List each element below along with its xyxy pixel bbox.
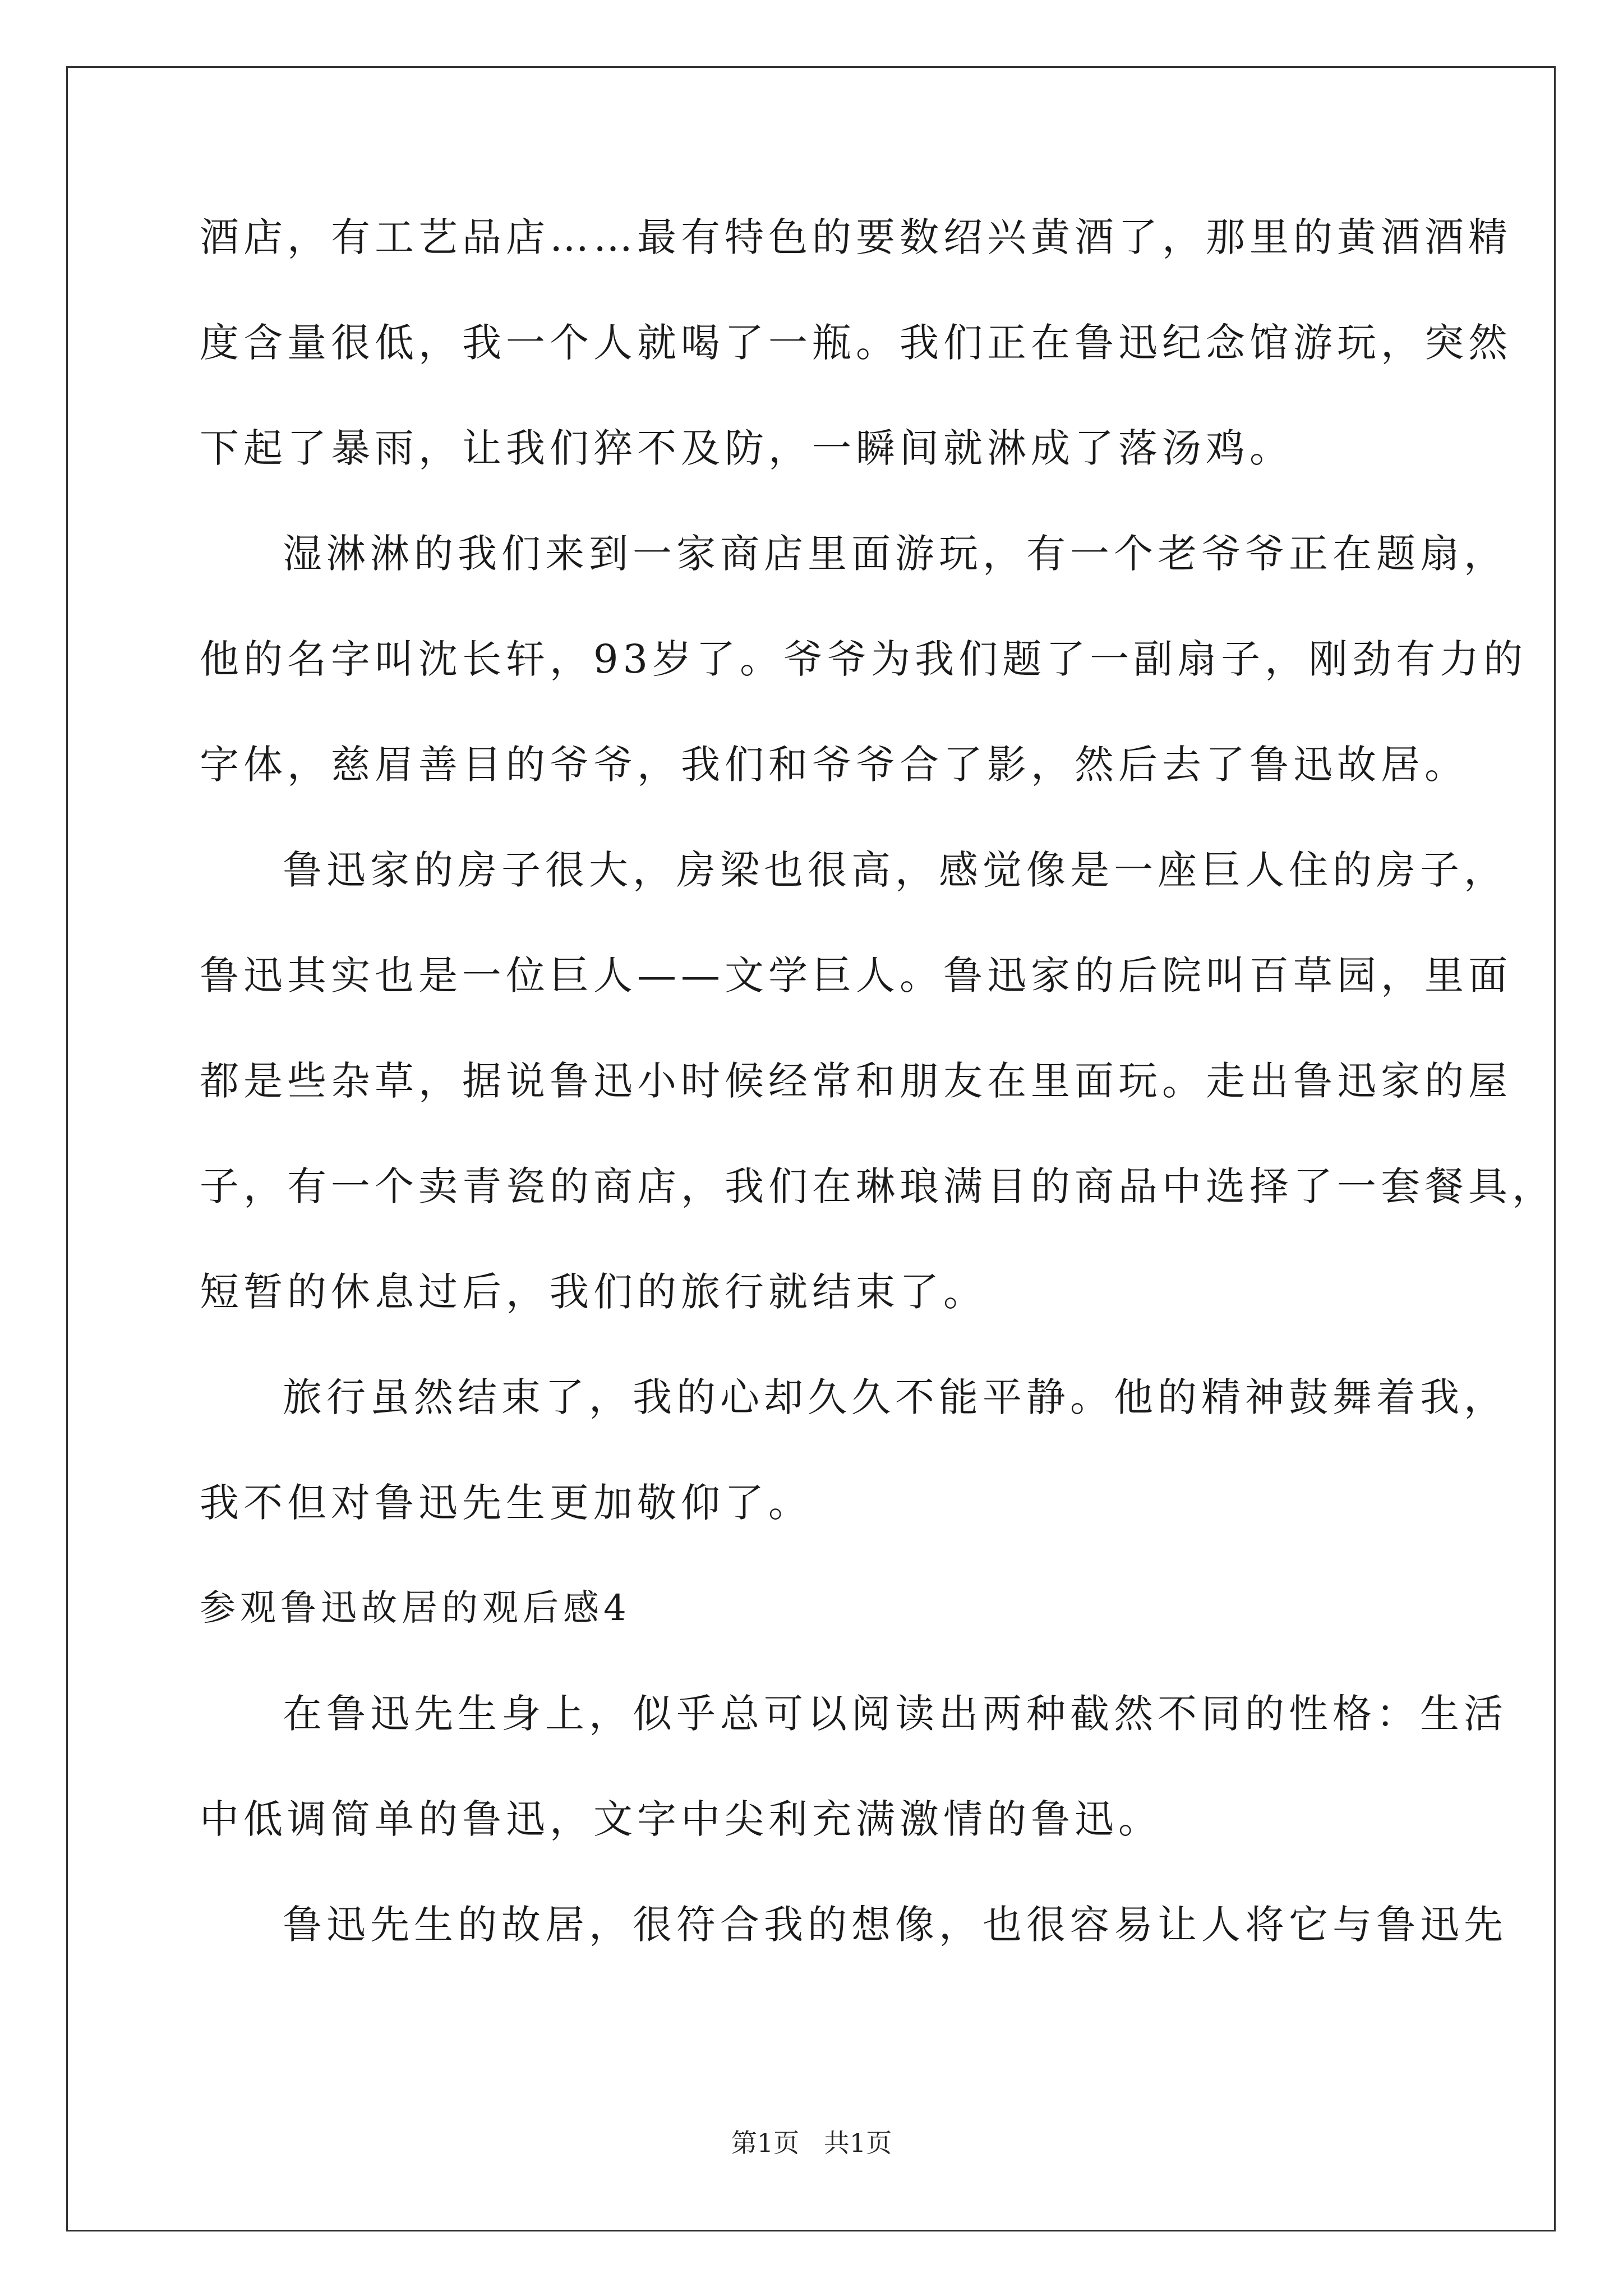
text-line: 中低调简单的鲁迅，文字中尖利充满激情的鲁迅。 [200, 1796, 1162, 1842]
text-line: 短暂的休息过后，我们的旅行就结束了。 [200, 1269, 987, 1315]
text-line: 下起了暴雨，让我们猝不及防，一瞬间就淋成了落汤鸡。 [200, 425, 1293, 471]
paragraph-start-line: 在鲁迅先生身上，似乎总可以阅读出两种截然不同的性格：生活 [283, 1691, 1507, 1737]
page-number-footer: 第1页 共1页 [731, 2128, 892, 2158]
text-line: 我不但对鲁迅先生更加敬仰了。 [200, 1480, 812, 1526]
text-line: 酒店，有工艺品店……最有特色的要数绍兴黄酒了，那里的黄酒酒精 [200, 214, 1512, 260]
text-line: 鲁迅其实也是一位巨人——文学巨人。鲁迅家的后院叫百草园，里面 [200, 953, 1512, 999]
text-line: 子，有一个卖青瓷的商店，我们在琳琅满目的商品中选择了一套餐具， [200, 1163, 1556, 1209]
text-line: 度含量很低，我一个人就喝了一瓶。我们正在鲁迅纪念馆游玩，突然 [200, 320, 1512, 366]
paragraph-start-line: 鲁迅家的房子很大，房梁也很高，感觉像是一座巨人住的房子， [283, 847, 1507, 893]
text-line: 都是些杂草，据说鲁迅小时候经常和朋友在里面玩。走出鲁迅家的屋 [200, 1058, 1512, 1104]
text-line: 字体，慈眉善目的爷爷，我们和爷爷合了影，然后去了鲁迅故居。 [200, 742, 1468, 788]
text-line: 他的名字叫沈长轩，93岁了。爷爷为我们题了一副扇子，刚劲有力的 [200, 636, 1528, 682]
paragraph-start-line: 湿淋淋的我们来到一家商店里面游玩，有一个老爷爷正在题扇， [283, 531, 1507, 577]
section-heading: 参观鲁迅故居的观后感4 [200, 1588, 631, 1629]
paragraph-start-line: 鲁迅先生的故居，很符合我的想像，也很容易让人将它与鲁迅先 [283, 1902, 1507, 1948]
document-body [200, 214, 1556, 2010]
paragraph-start-line: 旅行虽然结束了，我的心却久久不能平静。他的精神鼓舞着我， [283, 1374, 1507, 1420]
